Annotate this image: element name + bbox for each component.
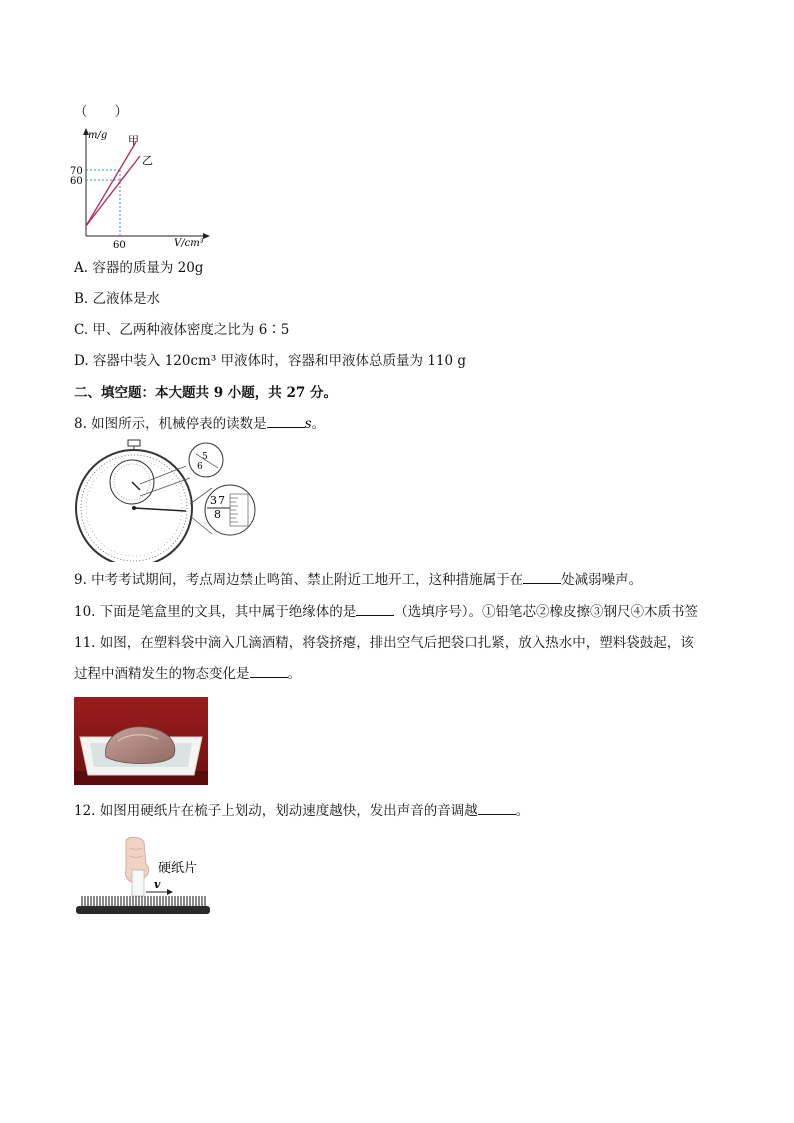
- q9-blank[interactable]: [523, 571, 561, 584]
- q11-after: 。: [287, 666, 301, 682]
- dial-large-7: 7: [218, 494, 225, 507]
- q9-before: 9. 中考考试期间，考点周边禁止鸣笛、禁止附近工地开工，这种措施属于在: [74, 572, 524, 588]
- comb-teeth: [82, 896, 205, 906]
- q8-before: 8. 如图所示，机械停表的读数是: [74, 416, 267, 432]
- q10-after: （选填序号）。①铅笔芯②橡皮擦③钢尺④木质书签: [394, 604, 699, 620]
- y-tick-60: 60: [70, 176, 83, 187]
- q7-bracket: （ ）: [74, 104, 128, 120]
- q12-after: 。: [515, 803, 530, 819]
- q10-blank[interactable]: [356, 603, 394, 616]
- q7-option-d: D. 容器中装入 120cm³ 甲液体时，容器和甲液体总质量为 110 g: [74, 353, 467, 369]
- q11-before: 过程中酒精发生的物态变化是: [74, 666, 250, 682]
- series-label-jia: 甲: [128, 134, 139, 147]
- card: [132, 870, 144, 896]
- plastic-bag-photo: [74, 697, 208, 785]
- q8-after: 。: [311, 416, 326, 432]
- comb-card-figure: [74, 834, 214, 918]
- dial-small-6: 6: [197, 462, 203, 472]
- q11-line2: [74, 665, 301, 683]
- section-heading: 二、填空题：本大题共 9 小题，共 27 分。: [74, 385, 337, 401]
- series-label-yi: 乙: [142, 154, 153, 167]
- line-jia: [86, 142, 136, 226]
- q7-option-c: C. 甲、乙两种液体密度之比为 6∶5: [74, 322, 290, 338]
- q10-before: 10. 下面是笔盒里的文具，其中属于绝缘体的是: [74, 604, 357, 620]
- comb-spine: [76, 906, 210, 914]
- x-axis-arrow: [203, 233, 210, 239]
- q12-blank[interactable]: [478, 802, 516, 815]
- q12-text: [74, 802, 529, 820]
- card-label: 硬纸片: [158, 861, 198, 876]
- q9-text: [74, 571, 642, 589]
- stopwatch-figure: [70, 438, 260, 562]
- dial-small-5: 5: [202, 452, 208, 462]
- line-yi: [86, 156, 140, 226]
- q7-option-b: B. 乙液体是水: [74, 291, 161, 307]
- q10-text: [74, 603, 698, 621]
- mass-volume-graph: [66, 126, 216, 250]
- q8-unit: s: [304, 416, 312, 432]
- y-axis-label: m/g: [88, 130, 108, 141]
- x-tick-60: 60: [113, 240, 126, 250]
- velocity-label: v: [154, 878, 161, 891]
- q9-after: 处减弱噪声。: [561, 572, 643, 588]
- dial-large-8: 8: [214, 508, 221, 521]
- stopwatch-crown: [128, 440, 140, 446]
- q12-before: 12. 如图用硬纸片在梳子上划动，划动速度越快，发出声音的音调越: [74, 803, 478, 819]
- q11-line1: 11. 如图，在塑料袋中滴入几滴酒精，将袋挤瘪，排出空气后把袋口扎紧，放入热水中，塑料袋鼓起，该: [74, 635, 694, 651]
- dial-large-3: 3: [210, 494, 217, 507]
- q8-blank[interactable]: [267, 415, 305, 428]
- y-tick-70: 70: [70, 166, 83, 177]
- q11-blank[interactable]: [250, 665, 288, 678]
- x-axis-label: V/cm³: [174, 238, 204, 249]
- q7-option-a: A. 容器的质量为 20g: [74, 260, 204, 276]
- q8-text: [74, 415, 325, 433]
